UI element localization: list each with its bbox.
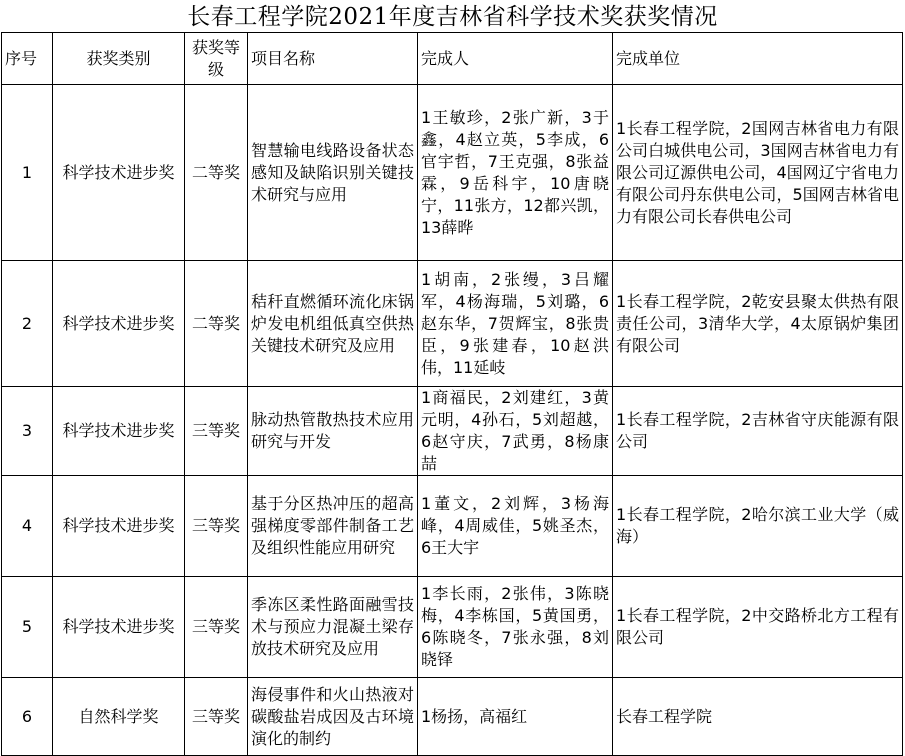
row-project: 智慧输电线路设备状态感知及缺陷识别关键技术研究与应用 [248, 85, 418, 261]
row-units: 1长春工程学院，2乾安县聚太供热有限责任公司，3清华大学，4太原锅炉集团有限公司 [613, 261, 903, 387]
table-header [2, 33, 903, 85]
row-units: 长春工程学院 [613, 678, 903, 756]
row-no: 3 [2, 387, 53, 476]
row-grade: 二等奖 [185, 261, 248, 387]
row-units: 1长春工程学院，2哈尔滨工业大学（威海） [613, 476, 903, 577]
row-no: 5 [2, 577, 53, 678]
row-people: 1董文，2刘辉，3杨海峰，4周威佳，5姚圣杰，6王大宇 [418, 476, 613, 577]
row-units: 1长春工程学院，2吉林省守庆能源有限公司 [613, 387, 903, 476]
row-grade: 三等奖 [185, 476, 248, 577]
row-no: 1 [2, 85, 53, 261]
header-category: 获奖类别 [53, 33, 185, 85]
row-project: 海侵事件和火山热液对碳酸盐岩成因及古环境演化的制约 [248, 678, 418, 756]
row-no: 2 [2, 261, 53, 387]
row-project: 基于分区热冲压的超高强梯度零部件制备工艺及组织性能应用研究 [248, 476, 418, 577]
awards-table [1, 32, 903, 756]
header-units: 完成单位 [613, 33, 903, 85]
row-project: 脉动热管散热技术应用研究与开发 [248, 387, 418, 476]
row-category: 科学技术进步奖 [53, 476, 185, 577]
row-people: 1商福民，2刘建红，3黄元明，4孙石，5刘超越，6赵守庆，7武勇，8杨康喆 [418, 387, 613, 476]
header-no: 序号 [2, 33, 53, 85]
header-grade: 获奖等级 [185, 33, 248, 85]
header-people: 完成人 [418, 33, 613, 85]
row-grade: 二等奖 [185, 85, 248, 261]
row-people: 1胡南，2张缦，3吕耀军，4杨海瑞，5刘璐，6赵东华，7贺辉宝，8张贵臣，9张建春，10赵洪伟，11延岐 [418, 261, 613, 387]
row-project: 季冻区柔性路面融雪技术与预应力混凝土梁存放技术研究及应用 [248, 577, 418, 678]
row-people: 1王敏珍，2张广新，3于鑫，4赵立英，5李成，6官宇哲，7王克强，8张益霖，9岳科宇，10唐晓宁，11张方，12都兴凯，13薛晔 [418, 85, 613, 261]
table-row [2, 476, 903, 577]
row-no: 4 [2, 476, 53, 577]
row-project: 秸秆直燃循环流化床锅炉发电机组低真空供热关键技术研究及应用 [248, 261, 418, 387]
table-row [2, 577, 903, 678]
row-category: 科学技术进步奖 [53, 85, 185, 261]
table-body [2, 85, 903, 756]
page-title: 长春工程学院2021年度吉林省科学技术奖获奖情况 [187, 4, 718, 30]
header-row [2, 33, 903, 85]
table-row [2, 387, 903, 476]
header-project: 项目名称 [248, 33, 418, 85]
row-units: 1长春工程学院，2中交路桥北方工程有限公司 [613, 577, 903, 678]
row-units: 1长春工程学院，2国网吉林省电力有限公司白城供电公司，3国网吉林省电力有限公司辽源供电公司，4国网辽宁省电力有限公司丹东供电公司，5国网吉林省电力有限公司长春供电公司 [613, 85, 903, 261]
row-grade: 三等奖 [185, 577, 248, 678]
row-people: 1杨扬，高福红 [418, 678, 613, 756]
table-row [2, 261, 903, 387]
row-no: 6 [2, 678, 53, 756]
row-category: 科学技术进步奖 [53, 577, 185, 678]
table-row [2, 85, 903, 261]
row-category: 自然科学奖 [53, 678, 185, 756]
row-category: 科学技术进步奖 [53, 387, 185, 476]
row-people: 1李长雨，2张伟，3陈晓梅，4李栋国，5黄国勇，6陈晓冬，7张永强，8刘晓铎 [418, 577, 613, 678]
row-grade: 三等奖 [185, 678, 248, 756]
row-category: 科学技术进步奖 [53, 261, 185, 387]
table-row [2, 678, 903, 756]
row-grade: 三等奖 [185, 387, 248, 476]
